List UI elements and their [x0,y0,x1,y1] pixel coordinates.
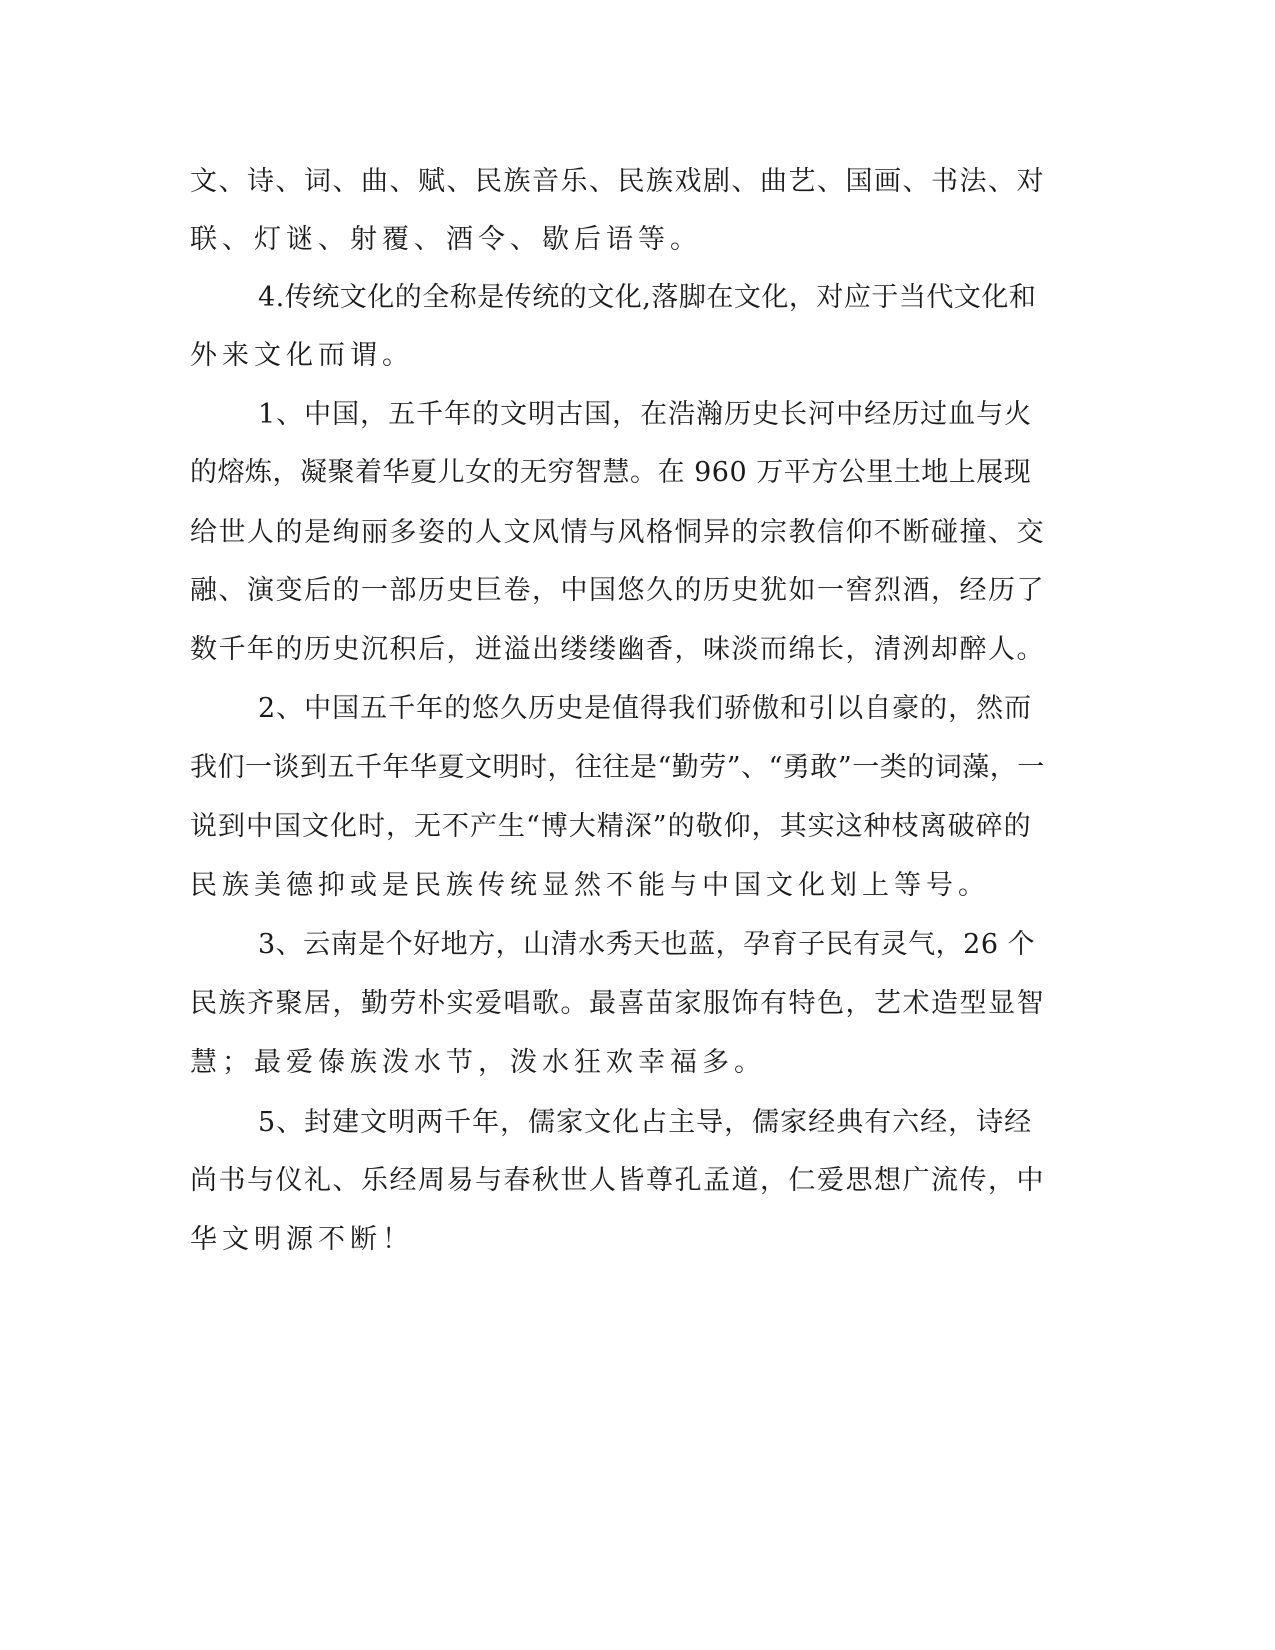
paragraph-start-line: 2、中国五千年的悠久历史是值得我们骄傲和引以自豪的，然而 [258,693,1033,724]
text-line: 的熔炼，凝聚着华夏儿女的无穷智慧。在 960 万平方公里土地上展现 [190,457,1032,488]
text-line: 数千年的历史沉积后，迸溢出缕缕幽香，味淡而绵长，清洌却醉人。 [190,634,1045,665]
paragraph-start-line: 5、封建文明两千年，儒家文化占主导，儒家经典有六经，诗经 [258,1107,1033,1138]
text-line: 融、演变后的一部历史巨卷，中国悠久的历史犹如一窖烈酒，经历了 [190,575,1045,606]
paragraph-start-line: 3、云南是个好地方，山清水秀天也蓝，孕育子民有灵气，26 个 [258,929,1036,960]
text-line: 华文明源不断！ [190,1224,414,1255]
text-line: 外来文化而谓。 [190,340,414,371]
text-line: 联、灯谜、射覆、酒令、歇后语等。 [190,224,702,255]
text-line: 我们一谈到五千年华夏文明时，往往是“勤劳”、“勇敢”一类的词藻，一 [190,752,1045,783]
paragraph-start-line: 4.传统文化的全称是传统的文化,落脚在文化，对应于当代文化和 [258,282,1037,313]
text-line: 尚书与仪礼、乐经周易与春秋世人皆尊孔孟道，仁爱思想广流传，中 [190,1165,1045,1196]
paragraph-start-line: 1、中国，五千年的文明古国，在浩瀚历史长河中经历过血与火 [258,399,1033,430]
text-line: 民族美德抑或是民族传统显然不能与中国文化划上等号。 [190,870,990,901]
text-line: 给世人的是绚丽多姿的人文风情与风格恫异的宗教信仰不断碰撞、交 [190,517,1045,548]
text-line: 慧；最爱傣族泼水节，泼水狂欢幸福多。 [190,1047,766,1078]
text-line: 民族齐聚居，勤劳朴实爱唱歌。最喜苗家服饰有特色，艺术造型显智 [190,988,1045,1019]
text-line: 文、诗、词、曲、赋、民族音乐、民族戏剧、曲艺、国画、书法、对 [190,166,1045,197]
text-line: 说到中国文化时，无不产生“博大精深”的敬仰，其实这种枝离破碎的 [190,811,1032,842]
